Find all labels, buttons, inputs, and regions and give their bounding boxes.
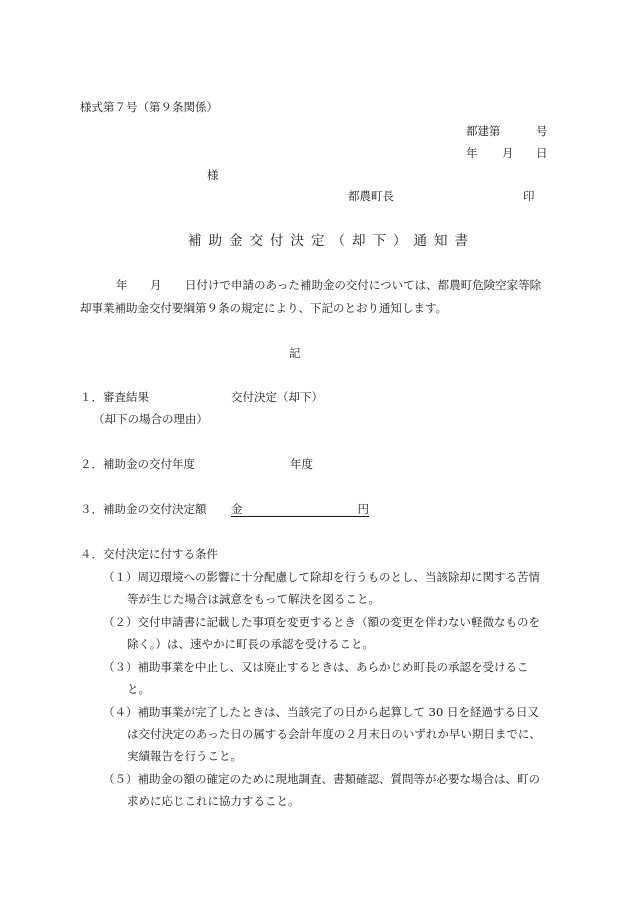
item1-note: （却下の場合の理由） <box>93 412 208 426</box>
item4-label: ４．交付決定に付する条件 <box>80 547 218 561</box>
issuer-name: 都農町長 <box>348 189 394 203</box>
intro-line-2: 却事業補助金交付要綱第９条の規定により、下記のとおり通知します。 <box>80 301 448 315</box>
intro-month: 月 <box>150 278 162 292</box>
addressee-suffix: 様 <box>207 168 219 182</box>
seal-mark: 印 <box>523 189 535 203</box>
condition-1-line-1: （１）周辺環境への影響に十分配慮して除却を行うものとし、当該除却に関する苦情 <box>103 570 540 584</box>
document-title: 補助金交付決定（却下）通知書 <box>188 233 475 249</box>
form-number: 様式第７号（第９条関係） <box>80 100 218 114</box>
condition-3-line-1: （３）補助事業を中止し、又は廃止するときは、あらかじめ町長の承認を受けるこ <box>103 660 529 674</box>
condition-4-line-1: （４）補助事業が完了したときは、当該完了の日から起算して 30 日を経過する日又 <box>103 705 539 719</box>
item3-label: ３．補助金の交付決定額 <box>80 502 207 516</box>
doc-number-prefix: 都建第 <box>466 124 501 138</box>
doc-number-suffix: 号 <box>536 124 548 138</box>
intro-year: 年 <box>116 278 128 292</box>
condition-5-line-2: 求めに応じこれに協力すること。 <box>127 794 300 808</box>
item1-label: １．審査結果 <box>80 390 149 404</box>
intro-line-1: 日付けで申請のあった補助金の交付については、都農町危険空家等除 <box>185 278 542 292</box>
condition-4-line-3: 実績報告を行うこと。 <box>127 749 242 763</box>
item2-value: 年度 <box>290 457 313 471</box>
condition-2-line-2: 除く。）は、速やかに町長の承認を受けること。 <box>127 637 375 651</box>
condition-3-line-2: と。 <box>127 682 150 696</box>
date-month: 月 <box>502 146 514 160</box>
ki-heading: 記 <box>289 346 301 360</box>
date-day: 日 <box>536 146 548 160</box>
condition-2-line-1: （２）交付申請書に記載した事項を変更するとき（額の変更を伴わない軽微なものを <box>103 615 540 629</box>
condition-5-line-1: （５）補助金の額の確定のために現地調査、書類確認、質問等が必要な場合は、町の <box>103 772 540 786</box>
item1-value: 交付決定（却下） <box>231 390 323 404</box>
condition-4-line-2: は交付決定のあった日の属する会計年度の２月末日のいずれか早い期日までに、 <box>127 727 541 741</box>
condition-1-line-2: 等が生じた場合は誠意をもって解決を図ること。 <box>127 592 380 606</box>
date-year: 年 <box>466 146 478 160</box>
item2-label: ２．補助金の交付年度 <box>80 457 195 471</box>
item3-value: 金 円 <box>231 502 369 516</box>
